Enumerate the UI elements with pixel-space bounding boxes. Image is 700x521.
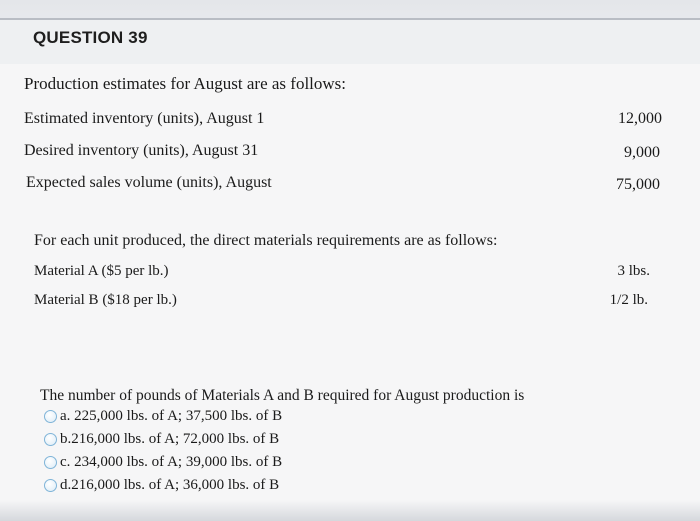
radio-circle-icon[interactable] [44,479,57,492]
requirements-intro: For each unit produced, the direct materials requirements are as follows: [34,232,498,249]
estimate-label-sales-volume: Expected sales volume (units), August [26,174,272,191]
answer-option-a[interactable] [44,406,282,426]
material-b-label: Material B ($18 per lb.) [34,292,177,308]
question-prompt: The number of pounds of Materials A and B required for August production is [40,387,525,404]
question-title: QUESTION 39 [33,28,148,47]
bottom-shadow [0,500,700,521]
material-a-label: Material A ($5 per lb.) [34,263,169,279]
answer-option-d-text: d.216,000 lbs. of A; 36,000 lbs. of B [60,476,280,493]
estimate-value-desired-inventory: 9,000 [624,144,660,161]
radio-circle-icon[interactable] [44,410,57,423]
answer-option-c-text: c. 234,000 lbs. of A; 39,000 lbs. of B [60,453,283,470]
estimates-intro: Production estimates for August are as follows: [24,74,347,93]
radio-circle-icon[interactable] [44,433,57,446]
estimate-value-beginning-inventory: 12,000 [618,110,662,127]
radio-circle-icon[interactable] [44,456,57,469]
answer-option-a-text: a. 225,000 lbs. of A; 37,500 lbs. of B [60,407,283,424]
estimate-value-sales-volume: 75,000 [616,176,660,193]
estimate-label-desired-inventory: Desired inventory (units), August 31 [24,142,259,159]
material-a-value: 3 lbs. [617,263,650,279]
answer-option-d[interactable] [44,475,279,495]
answer-option-b-text: b.216,000 lbs. of A; 72,000 lbs. of B [60,430,280,447]
answer-option-c[interactable] [44,452,282,472]
estimate-label-beginning-inventory: Estimated inventory (units), August 1 [24,110,265,127]
answer-option-b[interactable] [44,429,279,449]
material-b-value: 1/2 lb. [609,292,648,308]
